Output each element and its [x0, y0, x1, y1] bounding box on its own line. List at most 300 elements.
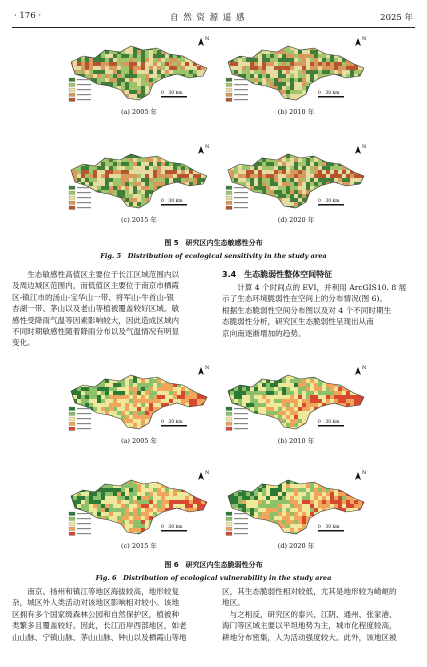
map-cell — [173, 395, 177, 399]
map-cell — [294, 419, 298, 423]
map-cell — [153, 484, 157, 488]
map-cell — [250, 492, 254, 496]
map-cell — [274, 536, 278, 538]
map-cell — [145, 431, 149, 433]
map-cell — [334, 383, 338, 387]
map-cell — [234, 431, 238, 433]
map-cell — [234, 480, 238, 484]
map-cell — [258, 524, 262, 528]
scale-label: 0 30 km — [161, 525, 183, 530]
map-cell — [354, 431, 358, 433]
map — [222, 468, 370, 538]
text-line: 区-镇江市的汤山-宝华山一带、将军山-牛首山-银 — [12, 292, 175, 302]
map-cell — [254, 419, 258, 423]
map-cell — [89, 395, 93, 399]
map-cell — [81, 371, 85, 375]
map-cell — [358, 423, 362, 427]
map-cell — [101, 524, 105, 528]
map-cell — [286, 516, 290, 520]
map-cell — [334, 391, 338, 395]
map-cell — [274, 528, 278, 532]
map-cell — [266, 532, 270, 536]
map-cell — [354, 387, 358, 391]
map-cell — [129, 415, 133, 419]
map-cell — [270, 383, 274, 387]
map-cell — [366, 528, 370, 532]
map-cell — [338, 484, 342, 488]
map-cell — [205, 476, 209, 480]
map-cell — [77, 484, 81, 488]
text-line: 及周边城区范围内，而低值区主要位于南京市栖霞 — [12, 281, 180, 291]
map-cell — [266, 492, 270, 496]
map-cell — [153, 423, 157, 427]
map-cell — [262, 387, 266, 391]
map-cell — [274, 371, 278, 375]
map — [222, 363, 370, 433]
map-cell — [266, 512, 270, 516]
map-cell — [197, 383, 201, 387]
map-cell — [262, 427, 266, 431]
map-cell — [286, 419, 290, 423]
map-cell — [290, 484, 294, 488]
map-cell — [105, 476, 109, 480]
map-cell — [209, 391, 213, 395]
map-cell — [137, 512, 141, 516]
map-cell — [362, 536, 366, 538]
map-cell — [157, 500, 161, 504]
map-cell — [173, 516, 177, 520]
map-cell — [278, 500, 282, 504]
map-cell — [165, 480, 169, 484]
map-cell — [169, 395, 173, 399]
map-cell — [197, 480, 201, 484]
map-cell — [89, 480, 93, 484]
map-cell — [185, 407, 189, 411]
map-cell — [121, 488, 125, 492]
map-cell — [113, 423, 117, 427]
map-cell — [282, 431, 286, 433]
map-cell — [109, 411, 113, 415]
map-cell — [93, 423, 97, 427]
map-cell — [149, 512, 153, 516]
map-cell — [85, 431, 89, 433]
map-cell — [141, 516, 145, 520]
map-cell — [137, 476, 141, 480]
map-cell — [270, 411, 274, 415]
map-cell — [326, 431, 330, 433]
map-cell — [177, 536, 181, 538]
map-cell — [173, 496, 177, 500]
map-cell — [177, 427, 181, 431]
text-line: 海门等区域主要以平坦地势为主，城市化程度较高， — [222, 621, 397, 631]
map-cell — [145, 387, 149, 391]
map-cell — [298, 391, 302, 395]
map-cell — [141, 484, 145, 488]
map-cell — [358, 419, 362, 423]
map-cell — [133, 419, 137, 423]
map-cell — [358, 532, 362, 536]
map-cell — [314, 387, 318, 391]
map-cell — [121, 427, 125, 431]
map-cell — [262, 419, 266, 423]
issue-year: 2025 年 — [380, 13, 413, 23]
map-cell — [73, 431, 77, 433]
map-cell — [358, 484, 362, 488]
map-cell — [242, 419, 246, 423]
map-cell — [250, 508, 254, 512]
map-cell — [274, 480, 278, 484]
map-cell — [201, 431, 205, 433]
map-cell — [193, 415, 197, 419]
map-cell — [366, 476, 370, 480]
text-line: 计算 4 个时间点的 EVI，并利用 ArcGIS10. 8 展 — [237, 283, 407, 292]
map-cell — [193, 395, 197, 399]
map-cell — [117, 371, 121, 375]
map-cell — [294, 520, 298, 524]
map-cell — [350, 484, 354, 488]
map-cell — [294, 395, 298, 399]
map-cell — [113, 508, 117, 512]
map-cell — [185, 411, 189, 415]
map-cell — [330, 387, 334, 391]
map-cell — [161, 391, 165, 395]
map-cell — [274, 496, 278, 500]
map-cell — [258, 528, 262, 532]
map-cell — [193, 476, 197, 480]
map-cell — [282, 371, 286, 375]
map-cell — [230, 371, 234, 375]
map-cell — [129, 403, 133, 407]
map-cell — [161, 480, 165, 484]
map-cell — [69, 399, 73, 403]
map-cell — [181, 532, 185, 536]
map-cell — [366, 536, 370, 538]
map-cell — [157, 371, 161, 375]
map-cell — [201, 387, 205, 391]
map-cell — [342, 504, 346, 508]
map-cell — [278, 532, 282, 536]
map-cell — [165, 387, 169, 391]
map-cell — [185, 379, 189, 383]
text-line: 杏湖一带、茅山以及老山等植被覆盖较好区域。敏 — [12, 304, 180, 314]
map-cell — [109, 419, 113, 423]
map-cell — [157, 391, 161, 395]
map-cell — [193, 504, 197, 508]
map-cell — [298, 431, 302, 433]
map-cell — [109, 528, 113, 532]
map-cell — [310, 524, 314, 528]
map-cell — [169, 399, 173, 403]
map-cell — [177, 395, 181, 399]
map-cell — [306, 387, 310, 391]
map-cell — [165, 500, 169, 504]
map-cell — [145, 512, 149, 516]
map-cell — [346, 516, 350, 520]
map-cell — [366, 492, 370, 496]
map-cell — [314, 484, 318, 488]
map-cell — [302, 484, 306, 488]
map-cell — [310, 383, 314, 387]
map-cell — [169, 504, 173, 508]
map-cell — [286, 387, 290, 391]
map-cell — [133, 476, 137, 480]
scale-label: 0 30 km — [161, 199, 183, 204]
map-cell — [121, 387, 125, 391]
map-cell — [250, 524, 254, 528]
map-cell — [185, 532, 189, 536]
map-cell — [77, 383, 81, 387]
map-cell — [302, 427, 306, 431]
map-cell — [145, 411, 149, 415]
map-cell — [101, 419, 105, 423]
text-line: 区，其生态脆弱性相对较低，尤其是地形较为崎岖的 — [222, 587, 397, 596]
map-cell — [330, 375, 334, 379]
map-cell — [97, 496, 101, 500]
map-cell — [258, 391, 262, 395]
map-cell — [282, 484, 286, 488]
map-cell — [254, 496, 258, 500]
map-cell — [117, 431, 121, 433]
map-cell — [169, 415, 173, 419]
map-cell — [149, 476, 153, 480]
map-cell — [346, 512, 350, 516]
map-cell — [274, 488, 278, 492]
map-cell — [145, 496, 149, 500]
map-cell — [298, 504, 302, 508]
map-cell — [145, 379, 149, 383]
map-cell — [81, 431, 85, 433]
map-cell — [310, 484, 314, 488]
map-cell — [266, 407, 270, 411]
map-cell — [181, 415, 185, 419]
map-cell — [173, 407, 177, 411]
map-cell — [97, 375, 101, 379]
text-line: 耕地分布密集，人为活动强度较大。此外，该地区被 — [222, 632, 397, 642]
map-cell — [153, 391, 157, 395]
map-cell — [310, 500, 314, 504]
map-cell — [230, 431, 234, 433]
map-cell — [177, 492, 181, 496]
map-cell — [262, 431, 266, 433]
map-cell — [93, 379, 97, 383]
map-cell — [113, 524, 117, 528]
map-cell — [270, 516, 274, 520]
map-cell — [141, 391, 145, 395]
map-cell — [318, 520, 322, 524]
map-cell — [105, 520, 109, 524]
map-cell — [362, 516, 366, 520]
map-cell — [358, 379, 362, 383]
map-cell — [322, 391, 326, 395]
map-cell — [366, 415, 370, 419]
map-cell — [258, 415, 262, 419]
map-cell — [342, 427, 346, 431]
map-cell — [274, 524, 278, 528]
map-cell — [310, 431, 314, 433]
map-cell — [177, 532, 181, 536]
map-cell — [109, 403, 113, 407]
map-cell — [366, 427, 370, 431]
map-cell — [153, 427, 157, 431]
map-cell — [274, 403, 278, 407]
map-cell — [117, 387, 121, 391]
legend-swatch — [69, 427, 75, 431]
map-cell — [97, 480, 101, 484]
map-cell — [177, 488, 181, 492]
map-cell — [113, 387, 117, 391]
map-cell — [141, 512, 145, 516]
map-cell — [298, 407, 302, 411]
map-cell — [342, 415, 346, 419]
map-cell — [109, 423, 113, 427]
map-cell — [342, 379, 346, 383]
map-cell — [366, 375, 370, 379]
map-cell — [145, 504, 149, 508]
map-cell — [254, 403, 258, 407]
map-cell — [274, 375, 278, 379]
map-cell — [97, 476, 101, 480]
map-cell — [109, 492, 113, 496]
map-cell — [310, 532, 314, 536]
map-cell — [201, 512, 205, 516]
legend-label — [77, 533, 91, 534]
map-cell — [173, 387, 177, 391]
map-cell — [258, 488, 262, 492]
map-cell — [346, 532, 350, 536]
map-cell — [258, 383, 262, 387]
map-cell — [286, 528, 290, 532]
legend-swatch — [69, 512, 75, 516]
map-cell — [354, 423, 358, 427]
map-cell — [177, 431, 181, 433]
map-cell — [189, 504, 193, 508]
map-cell — [209, 415, 213, 419]
map-cell — [258, 512, 262, 516]
map-cell — [310, 415, 314, 419]
map-cell — [101, 500, 105, 504]
map-cell — [181, 391, 185, 395]
text-line: 区拥有多个国家级森林公园和自然保护区，植被种 — [12, 609, 180, 619]
map-cell — [153, 399, 157, 403]
text-line: 根据生态脆弱性空间分布图以及对 4 个不同时期生 — [222, 305, 392, 315]
map-cell — [250, 375, 254, 379]
map-cell — [278, 395, 282, 399]
map-cell — [346, 500, 350, 504]
map-cell — [266, 488, 270, 492]
map-cell — [334, 375, 338, 379]
map-cell — [149, 383, 153, 387]
map-cell — [294, 512, 298, 516]
map-cell — [173, 379, 177, 383]
map-cell — [77, 480, 81, 484]
map-cell — [137, 403, 141, 407]
panel-label: (d) 2020 年 — [277, 216, 315, 224]
map-cell — [177, 375, 181, 379]
map-cell — [274, 516, 278, 520]
map-cell — [173, 375, 177, 379]
map-cell — [161, 415, 165, 419]
legend-label — [77, 513, 91, 514]
map-cell — [358, 407, 362, 411]
map-cell — [302, 395, 306, 399]
map-cell — [93, 508, 97, 512]
map-cell — [209, 508, 213, 512]
map-cell — [330, 520, 334, 524]
map-cell — [290, 508, 294, 512]
map-cell — [209, 484, 213, 488]
map-cell — [254, 476, 258, 480]
map-cell — [205, 536, 209, 538]
map-cell — [197, 500, 201, 504]
map-cell — [314, 500, 318, 504]
map-cell — [145, 391, 149, 395]
map-cell — [294, 371, 298, 375]
map-cell — [101, 387, 105, 391]
map-cell — [137, 395, 141, 399]
map-cell — [258, 427, 262, 431]
map-cell — [338, 492, 342, 496]
map-cell — [318, 427, 322, 431]
map-cell — [85, 492, 89, 496]
map-cell — [173, 371, 177, 375]
map-cell — [185, 516, 189, 520]
map-cell — [137, 371, 141, 375]
map-cell — [286, 508, 290, 512]
map-cell — [314, 504, 318, 508]
map-cell — [189, 532, 193, 536]
map-cell — [350, 415, 354, 419]
map-cell — [242, 391, 246, 395]
map-cell — [234, 391, 238, 395]
map-cell — [125, 411, 129, 415]
map-cell — [246, 500, 250, 504]
map-cell — [157, 383, 161, 387]
map-cell — [205, 379, 209, 383]
map-cell — [310, 399, 314, 403]
map-cell — [310, 419, 314, 423]
map-cell — [310, 371, 314, 375]
map-cell — [282, 476, 286, 480]
map-cell — [149, 532, 153, 536]
map-cell — [109, 375, 113, 379]
map-cell — [246, 536, 250, 538]
map-cell — [121, 536, 125, 538]
map-cell — [342, 532, 346, 536]
map-cell — [226, 480, 230, 484]
map-cell — [193, 492, 197, 496]
map-cell — [101, 423, 105, 427]
map-cell — [334, 516, 338, 520]
map-cell — [153, 532, 157, 536]
map-cell — [362, 375, 366, 379]
map-cell — [246, 399, 250, 403]
legend-swatch — [226, 532, 232, 536]
map-cell — [129, 431, 133, 433]
map-cell — [189, 516, 193, 520]
map-cell — [358, 415, 362, 419]
map-cell — [113, 500, 117, 504]
map-cell — [197, 524, 201, 528]
map-cell — [282, 427, 286, 431]
map-cell — [205, 516, 209, 520]
map-cell — [290, 379, 294, 383]
map-cell — [185, 536, 189, 538]
map-cell — [209, 395, 213, 399]
map-cell — [69, 379, 73, 383]
map-cell — [254, 375, 258, 379]
scale-label: 0 30 km — [161, 91, 183, 96]
map-cell — [181, 411, 185, 415]
